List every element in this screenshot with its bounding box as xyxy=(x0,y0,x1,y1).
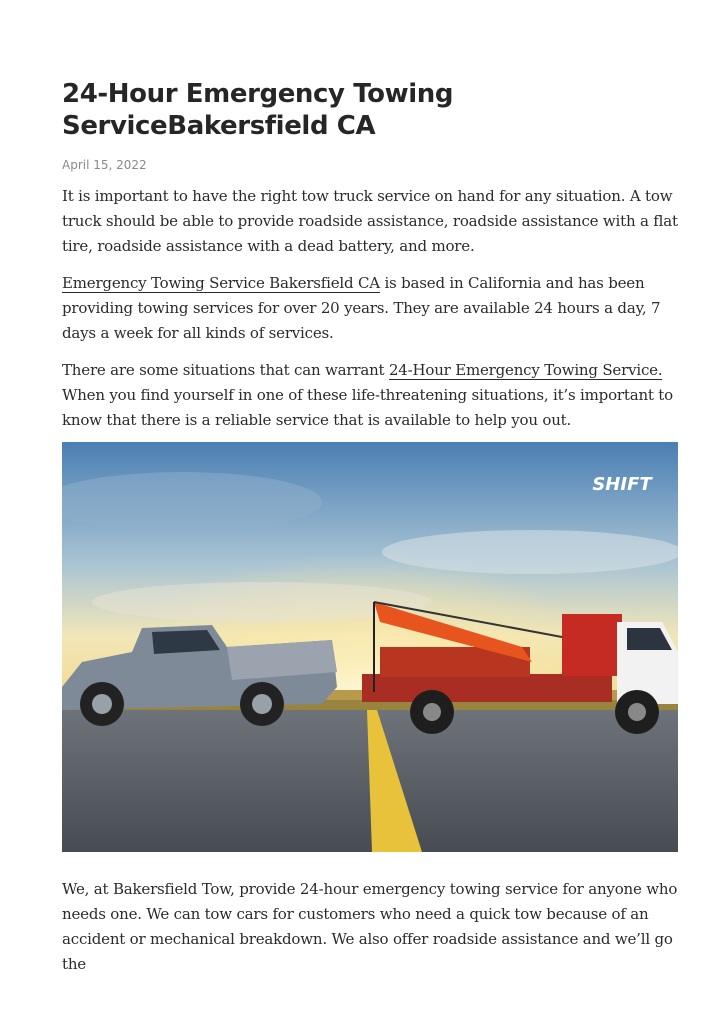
paragraph-situations xyxy=(62,358,680,433)
emergency-service-link[interactable]: 24-Hour Emergency Towing Service. xyxy=(388,361,663,379)
paragraph-situations-before: There are some situations that can warrant xyxy=(62,361,389,379)
paragraph-about-text: is based in California and has been providing towing services for over 20 years. They are available 24 hours a day, 7 days a week for all kinds of services. xyxy=(62,274,661,342)
publish-date: April 15, 2022 xyxy=(62,158,147,172)
paragraph-bakersfield-tow: We, at Bakersfield Tow, provide 24-hour emergency towing service for anyone who needs one. We can tow cars for customers who need a quick tow because of an accident or mechanical breakdown. We also offer roadside assistance and we’ll go the xyxy=(62,880,678,973)
service-link[interactable]: Emergency Towing Service Bakersfield CA xyxy=(62,274,380,292)
article-title: 24-Hour Emergency Towing ServiceBakersfield CA xyxy=(62,79,454,141)
watermark-logo: SHIFT xyxy=(592,474,652,495)
paragraph-about xyxy=(62,271,680,346)
tow-truck-illustration xyxy=(62,442,678,852)
tow-truck-image xyxy=(62,442,678,852)
paragraph-intro: It is important to have the right tow truck service on hand for any situation. A tow truck should be able to provide roadside assistance, roadside assistance with a flat tire, roadside assistance with a dead battery, and more. xyxy=(62,187,678,255)
paragraph-situations-after: When you find yourself in one of these life-threatening situations, it’s important to know that there is a reliable service that is available to help you out. xyxy=(62,386,673,429)
article xyxy=(62,78,680,433)
